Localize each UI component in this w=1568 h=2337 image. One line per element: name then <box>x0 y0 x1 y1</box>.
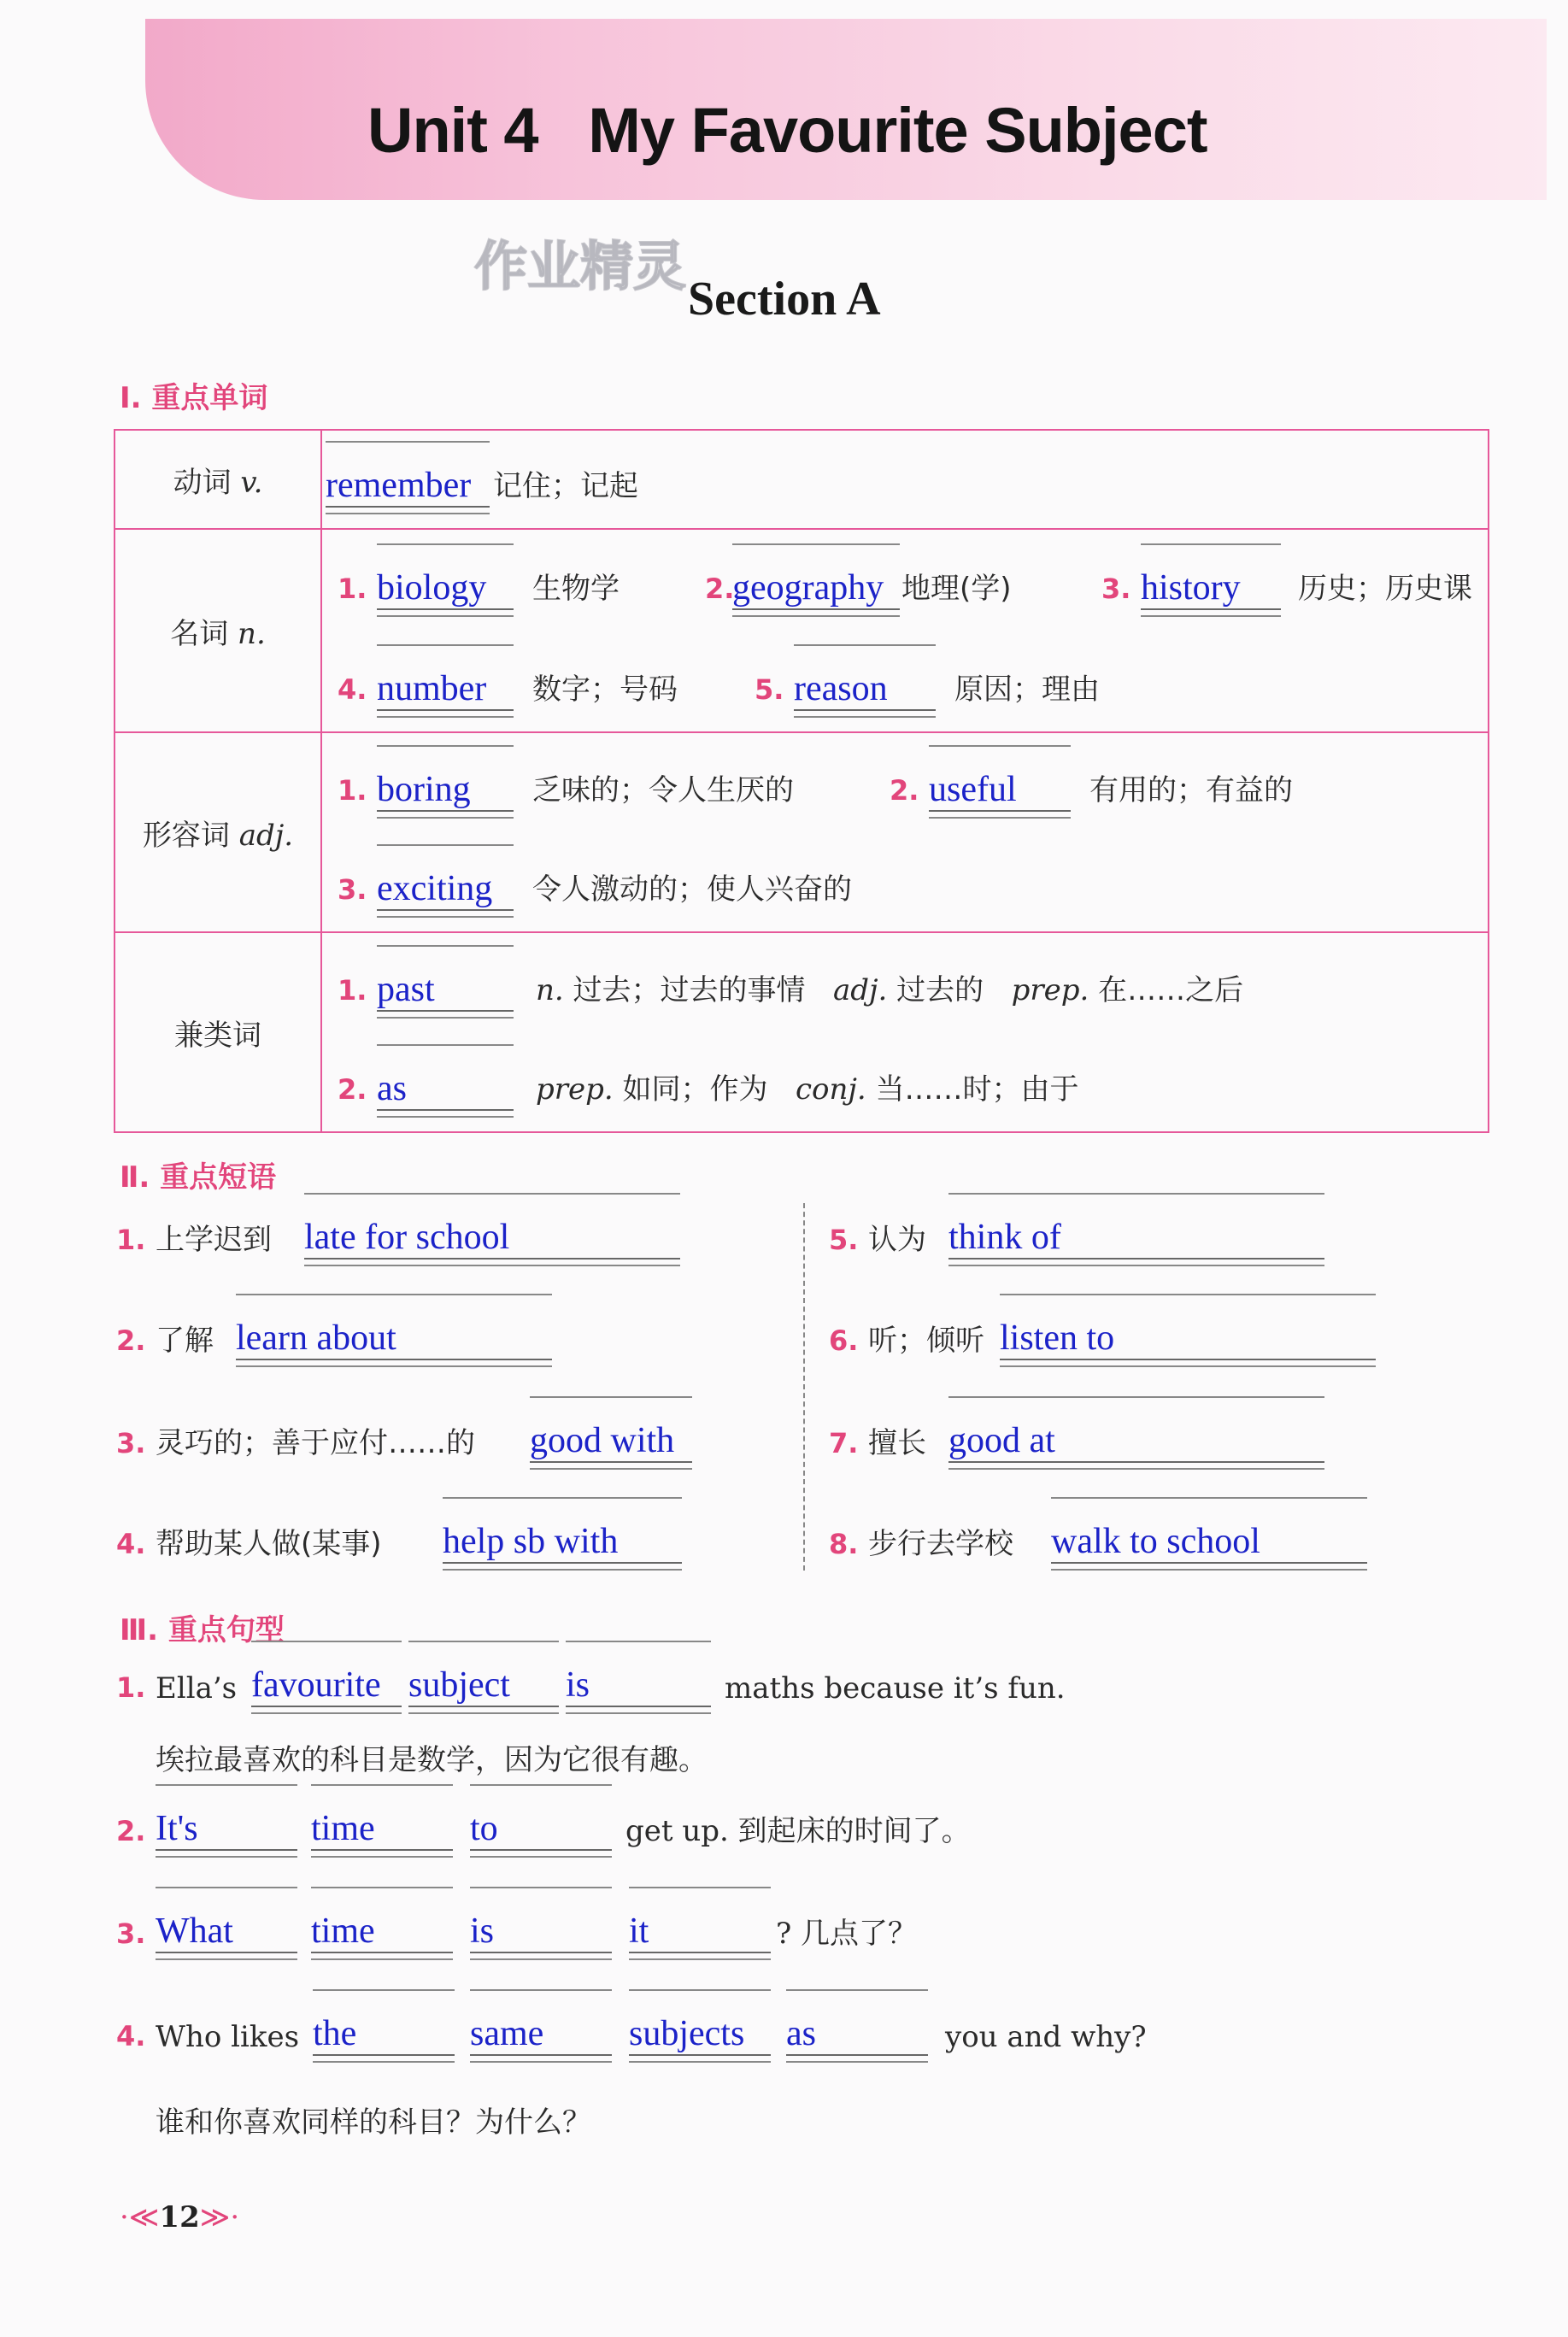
item-number: 1. <box>116 1224 146 1256</box>
item-number: 5. <box>829 1224 859 1256</box>
pos-label: v. <box>240 465 263 500</box>
item-number: 3. <box>338 873 367 906</box>
answer-blank: boring <box>377 769 514 812</box>
word-meaning: 数字；号码 <box>532 672 678 707</box>
category-multi <box>115 932 321 1132</box>
sentence-text: Who likes <box>156 2020 300 2054</box>
pos-label: n. <box>238 616 266 651</box>
meaning-text: 如同；作为 <box>622 1072 768 1107</box>
watermark: 作业精灵 <box>474 235 687 297</box>
item-number: 4. <box>116 2020 146 2052</box>
answer-blank: as <box>786 2013 928 2056</box>
word-meaning <box>536 966 1243 1008</box>
sentence-item <box>116 2010 1483 2070</box>
part3-title: Ⅲ. 重点句型 <box>120 1613 285 1647</box>
item-number: 7. <box>829 1427 859 1459</box>
meaning-text: 过去的 <box>896 973 984 1007</box>
category-label: 形容词 <box>142 818 230 853</box>
answer-blank: favourite <box>251 1665 402 1707</box>
phrase-item <box>116 1417 783 1477</box>
sentence-text: you and why? <box>945 2020 1147 2054</box>
meaning-text: 过去；过去的事情 <box>573 973 806 1007</box>
item-number: 6. <box>829 1324 859 1357</box>
answer-blank: subject <box>408 1665 559 1707</box>
item-number: 2. <box>116 1324 146 1357</box>
answer-blank: exciting <box>377 868 514 911</box>
item-number: 4. <box>116 1528 146 1560</box>
phrase-item <box>116 1314 783 1374</box>
page-number <box>120 2200 239 2234</box>
pos-label: prep. <box>536 1072 614 1107</box>
word-meaning: 历史；历史课 <box>1298 572 1472 606</box>
answer-blank: the <box>313 2013 455 2056</box>
word-meaning: 生物学 <box>532 572 620 606</box>
phrase-cn: 认为 <box>868 1223 926 1257</box>
section-title: Section A <box>688 273 881 326</box>
item-number: 2. <box>705 573 735 605</box>
item-number: 1. <box>338 573 367 605</box>
sentence-text: get up. 到起床的时间了。 <box>625 1814 971 1848</box>
adjective-content <box>321 732 1489 932</box>
sentence-text: maths because it’s fun. <box>725 1671 1066 1706</box>
answer-blank: good at <box>948 1420 1324 1463</box>
sentence-text: ? 几点了？ <box>776 1917 918 1951</box>
column-divider <box>803 1203 805 1571</box>
verb-content <box>321 430 1489 529</box>
phrase-cn: 听；倾听 <box>868 1324 984 1358</box>
word-meaning: 令人激动的；使人兴奋的 <box>532 872 852 907</box>
item-number: 1. <box>338 974 367 1007</box>
item-number: 2. <box>116 1815 146 1847</box>
answer-blank: listen to <box>1000 1318 1376 1360</box>
pos-label: adj. <box>238 818 294 853</box>
category-label: 名词 <box>170 616 229 651</box>
answer-blank: time <box>311 1911 453 1953</box>
part2-title: Ⅱ. 重点短语 <box>120 1160 277 1195</box>
phrase-cn: 帮助某人做(某事) <box>156 1527 382 1561</box>
word-meaning: 原因；理由 <box>954 672 1100 707</box>
phrase-cn: 上学迟到 <box>156 1223 272 1257</box>
item-number: 1. <box>116 1671 146 1704</box>
answer-blank: late for school <box>304 1217 680 1260</box>
category-verb <box>115 430 321 529</box>
answer-blank: is <box>566 1665 711 1707</box>
category-adjective <box>115 732 321 932</box>
answer-blank: think of <box>948 1217 1324 1260</box>
answer-blank: subjects <box>629 2013 771 2056</box>
vocab-table <box>114 429 1489 1133</box>
answer-blank: good with <box>530 1420 692 1463</box>
item-number: 2. <box>890 774 919 807</box>
answer-blank: to <box>470 1808 612 1851</box>
answer-blank: time <box>311 1808 453 1851</box>
word-meaning: 乏味的；令人生厌的 <box>532 773 794 807</box>
answer-blank: biology <box>377 567 514 610</box>
word-meaning: 地理(学) <box>901 572 1012 606</box>
word-meaning: 记住；记起 <box>493 469 638 503</box>
category-label: 动词 <box>173 465 232 500</box>
phrase-cn: 了解 <box>156 1324 214 1358</box>
page-deco-left: ·≪ <box>120 2200 160 2234</box>
sentence-item <box>116 1907 1483 1967</box>
answer-blank: same <box>470 2013 612 2056</box>
answer-blank: geography <box>732 567 900 610</box>
item-number: 3. <box>116 1917 146 1950</box>
meaning-text: 当……时；由于 <box>875 1072 1079 1107</box>
phrase-item <box>829 1417 1512 1477</box>
phrase-item <box>829 1314 1512 1374</box>
item-number: 2. <box>338 1073 367 1106</box>
item-number: 3. <box>1101 573 1131 605</box>
category-label: 兼类词 <box>174 1018 261 1053</box>
answer-blank: past <box>377 969 514 1012</box>
item-number: 4. <box>338 673 367 706</box>
pos-label: prep. <box>1011 973 1089 1007</box>
sentence-translation: 埃拉最喜欢的科目是数学，因为它很有趣。 <box>156 1743 708 1777</box>
answer-blank: help sb with <box>443 1521 682 1564</box>
sentence-text: Ella’s <box>156 1671 238 1706</box>
multi-content <box>321 932 1489 1132</box>
answer-blank: remember <box>326 465 490 508</box>
page-number-value: 12 <box>159 2200 200 2234</box>
noun-content <box>321 529 1489 732</box>
phrase-cn: 灵巧的；善于应付……的 <box>156 1426 475 1460</box>
answer-blank: as <box>377 1068 514 1111</box>
item-number: 8. <box>829 1528 859 1560</box>
meaning-text: 在……之后 <box>1098 973 1244 1007</box>
answer-blank: history <box>1141 567 1281 610</box>
phrase-cn: 擅长 <box>868 1426 926 1460</box>
pos-label: adj. <box>832 973 888 1007</box>
item-number: 3. <box>116 1427 146 1459</box>
answer-blank: reason <box>794 668 936 711</box>
answer-blank: It's <box>156 1808 297 1851</box>
answer-blank: walk to school <box>1051 1521 1367 1564</box>
answer-blank: is <box>470 1911 612 1953</box>
answer-blank: learn about <box>236 1318 552 1360</box>
part1-title: Ⅰ. 重点单词 <box>120 381 268 415</box>
sentence-item <box>116 1805 1483 1864</box>
answer-blank: number <box>377 668 514 711</box>
sentence-translation: 谁和你喜欢同样的科目？为什么？ <box>156 2105 591 2140</box>
item-number: 5. <box>755 673 784 706</box>
category-noun <box>115 529 321 732</box>
pos-label: n. <box>536 973 564 1007</box>
answer-blank: What <box>156 1911 297 1953</box>
unit-title: Unit 4 My Favourite Subject <box>367 95 1207 166</box>
answer-blank: useful <box>929 769 1071 812</box>
phrase-item <box>116 1213 783 1273</box>
sentence-item <box>116 1661 1483 1721</box>
word-meaning <box>536 1066 1079 1107</box>
word-meaning: 有用的；有益的 <box>1089 773 1293 807</box>
pos-label: conj. <box>795 1072 866 1107</box>
item-number: 1. <box>338 774 367 807</box>
phrase-item <box>116 1518 783 1577</box>
phrase-item <box>829 1213 1512 1273</box>
page-deco-right: ≫· <box>199 2200 240 2234</box>
phrase-item <box>829 1518 1512 1577</box>
phrase-cn: 步行去学校 <box>868 1527 1013 1561</box>
answer-blank: it <box>629 1911 771 1953</box>
